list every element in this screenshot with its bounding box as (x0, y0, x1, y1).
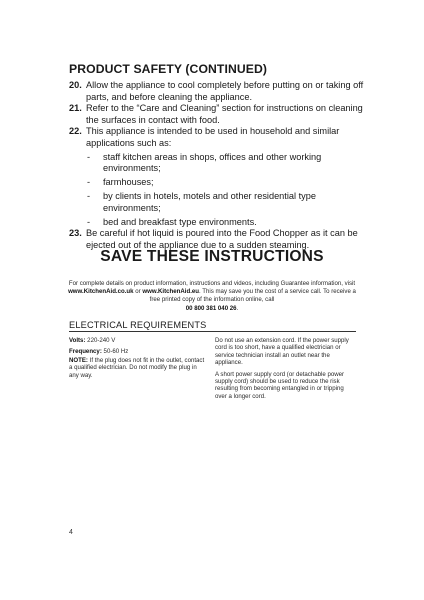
page-number: 4 (69, 529, 73, 536)
electrical-requirements-heading: ELECTRICAL REQUIREMENTS (69, 320, 207, 330)
frequency-line (69, 348, 205, 355)
sub-item-text: farmhouses; (103, 177, 154, 187)
item-text: Refer to the “Care and Cleaning” section for instructions on cleaning the surfaces in contact with food. (86, 103, 363, 125)
sub-list-item (86, 177, 369, 189)
list-item (69, 103, 369, 126)
sub-item-text: by clients in hotels, motels and other residential type environments; (103, 191, 316, 213)
note-paragraph (69, 357, 205, 379)
application-sub-list (86, 152, 369, 229)
sub-list-item (86, 191, 369, 214)
item-number: 21. (69, 103, 82, 113)
extension-cord-warning: Do not use an extension cord. If the power supply cord is too short, have a qualified electrician or service technician install an outlet near the appliance. (215, 337, 349, 367)
list-item (69, 80, 369, 103)
short-cord-note: A short power supply cord (or detachable power supply cord) should be used to reduce the risk resulting from becoming entangled in or tripping over a longer cord. (215, 370, 345, 400)
contact-text: or (133, 288, 143, 296)
safety-instructions-list (69, 80, 369, 251)
frequency-label: Frequency: (69, 348, 102, 356)
contact-text: For complete details on product information, instructions and videos, including Guarantee information, visit (68, 280, 356, 287)
frequency-value: 50-60 Hz (101, 348, 129, 356)
note-text: If the plug does not fit in the outlet, contact a qualified electrician. Do not modify the plug in any way. (69, 356, 205, 379)
item-number: 23. (69, 228, 82, 238)
volts-value: 220-240 V (85, 337, 116, 344)
sub-item-text: bed and breakfast type environments. (103, 216, 257, 227)
item-number: 22. (69, 126, 82, 136)
list-item (69, 126, 369, 228)
contact-text: . This may save you the cost of a service call. To receive a free printed copy of the information online, call (149, 288, 356, 304)
volts-label: Volts: (69, 337, 86, 344)
phone-number: 00 800 381 040 26 (185, 304, 237, 312)
section-divider (69, 331, 356, 332)
sub-list-item (86, 217, 369, 229)
item-text: Be careful if hot liquid is poured into the Food Chopper as it can be ejected out of the appliance due to a sudden steaming. (86, 228, 358, 250)
save-instructions-heading: SAVE THESE INSTRUCTIONS (100, 248, 324, 265)
contact-text: . (236, 304, 239, 312)
electrical-specs-column (69, 337, 205, 383)
electrical-warnings-column (215, 337, 357, 404)
sub-item-text: staff kitchen areas in shops, offices and other working environments; (103, 151, 322, 173)
item-text: Allow the appliance to cool completely before putting on or taking off parts, and before cleaning the appliance. (86, 80, 364, 102)
website-link-eu: www.KitchenAid.eu (142, 288, 199, 296)
contact-info (64, 280, 360, 313)
dash-marker: - (87, 151, 91, 162)
item-text: This appliance is intended to be used in household and similar applications such as: (86, 126, 340, 148)
sub-list-item (86, 152, 369, 175)
page-title: PRODUCT SAFETY (CONTINUED) (69, 62, 268, 76)
dash-marker: - (87, 216, 91, 227)
dash-marker: - (87, 191, 91, 201)
note-label: NOTE: (69, 356, 88, 364)
item-number: 20. (69, 80, 82, 90)
dash-marker: - (87, 177, 91, 187)
website-link-uk: www.KitchenAid.co.uk (68, 288, 134, 296)
volts-line (69, 337, 205, 344)
